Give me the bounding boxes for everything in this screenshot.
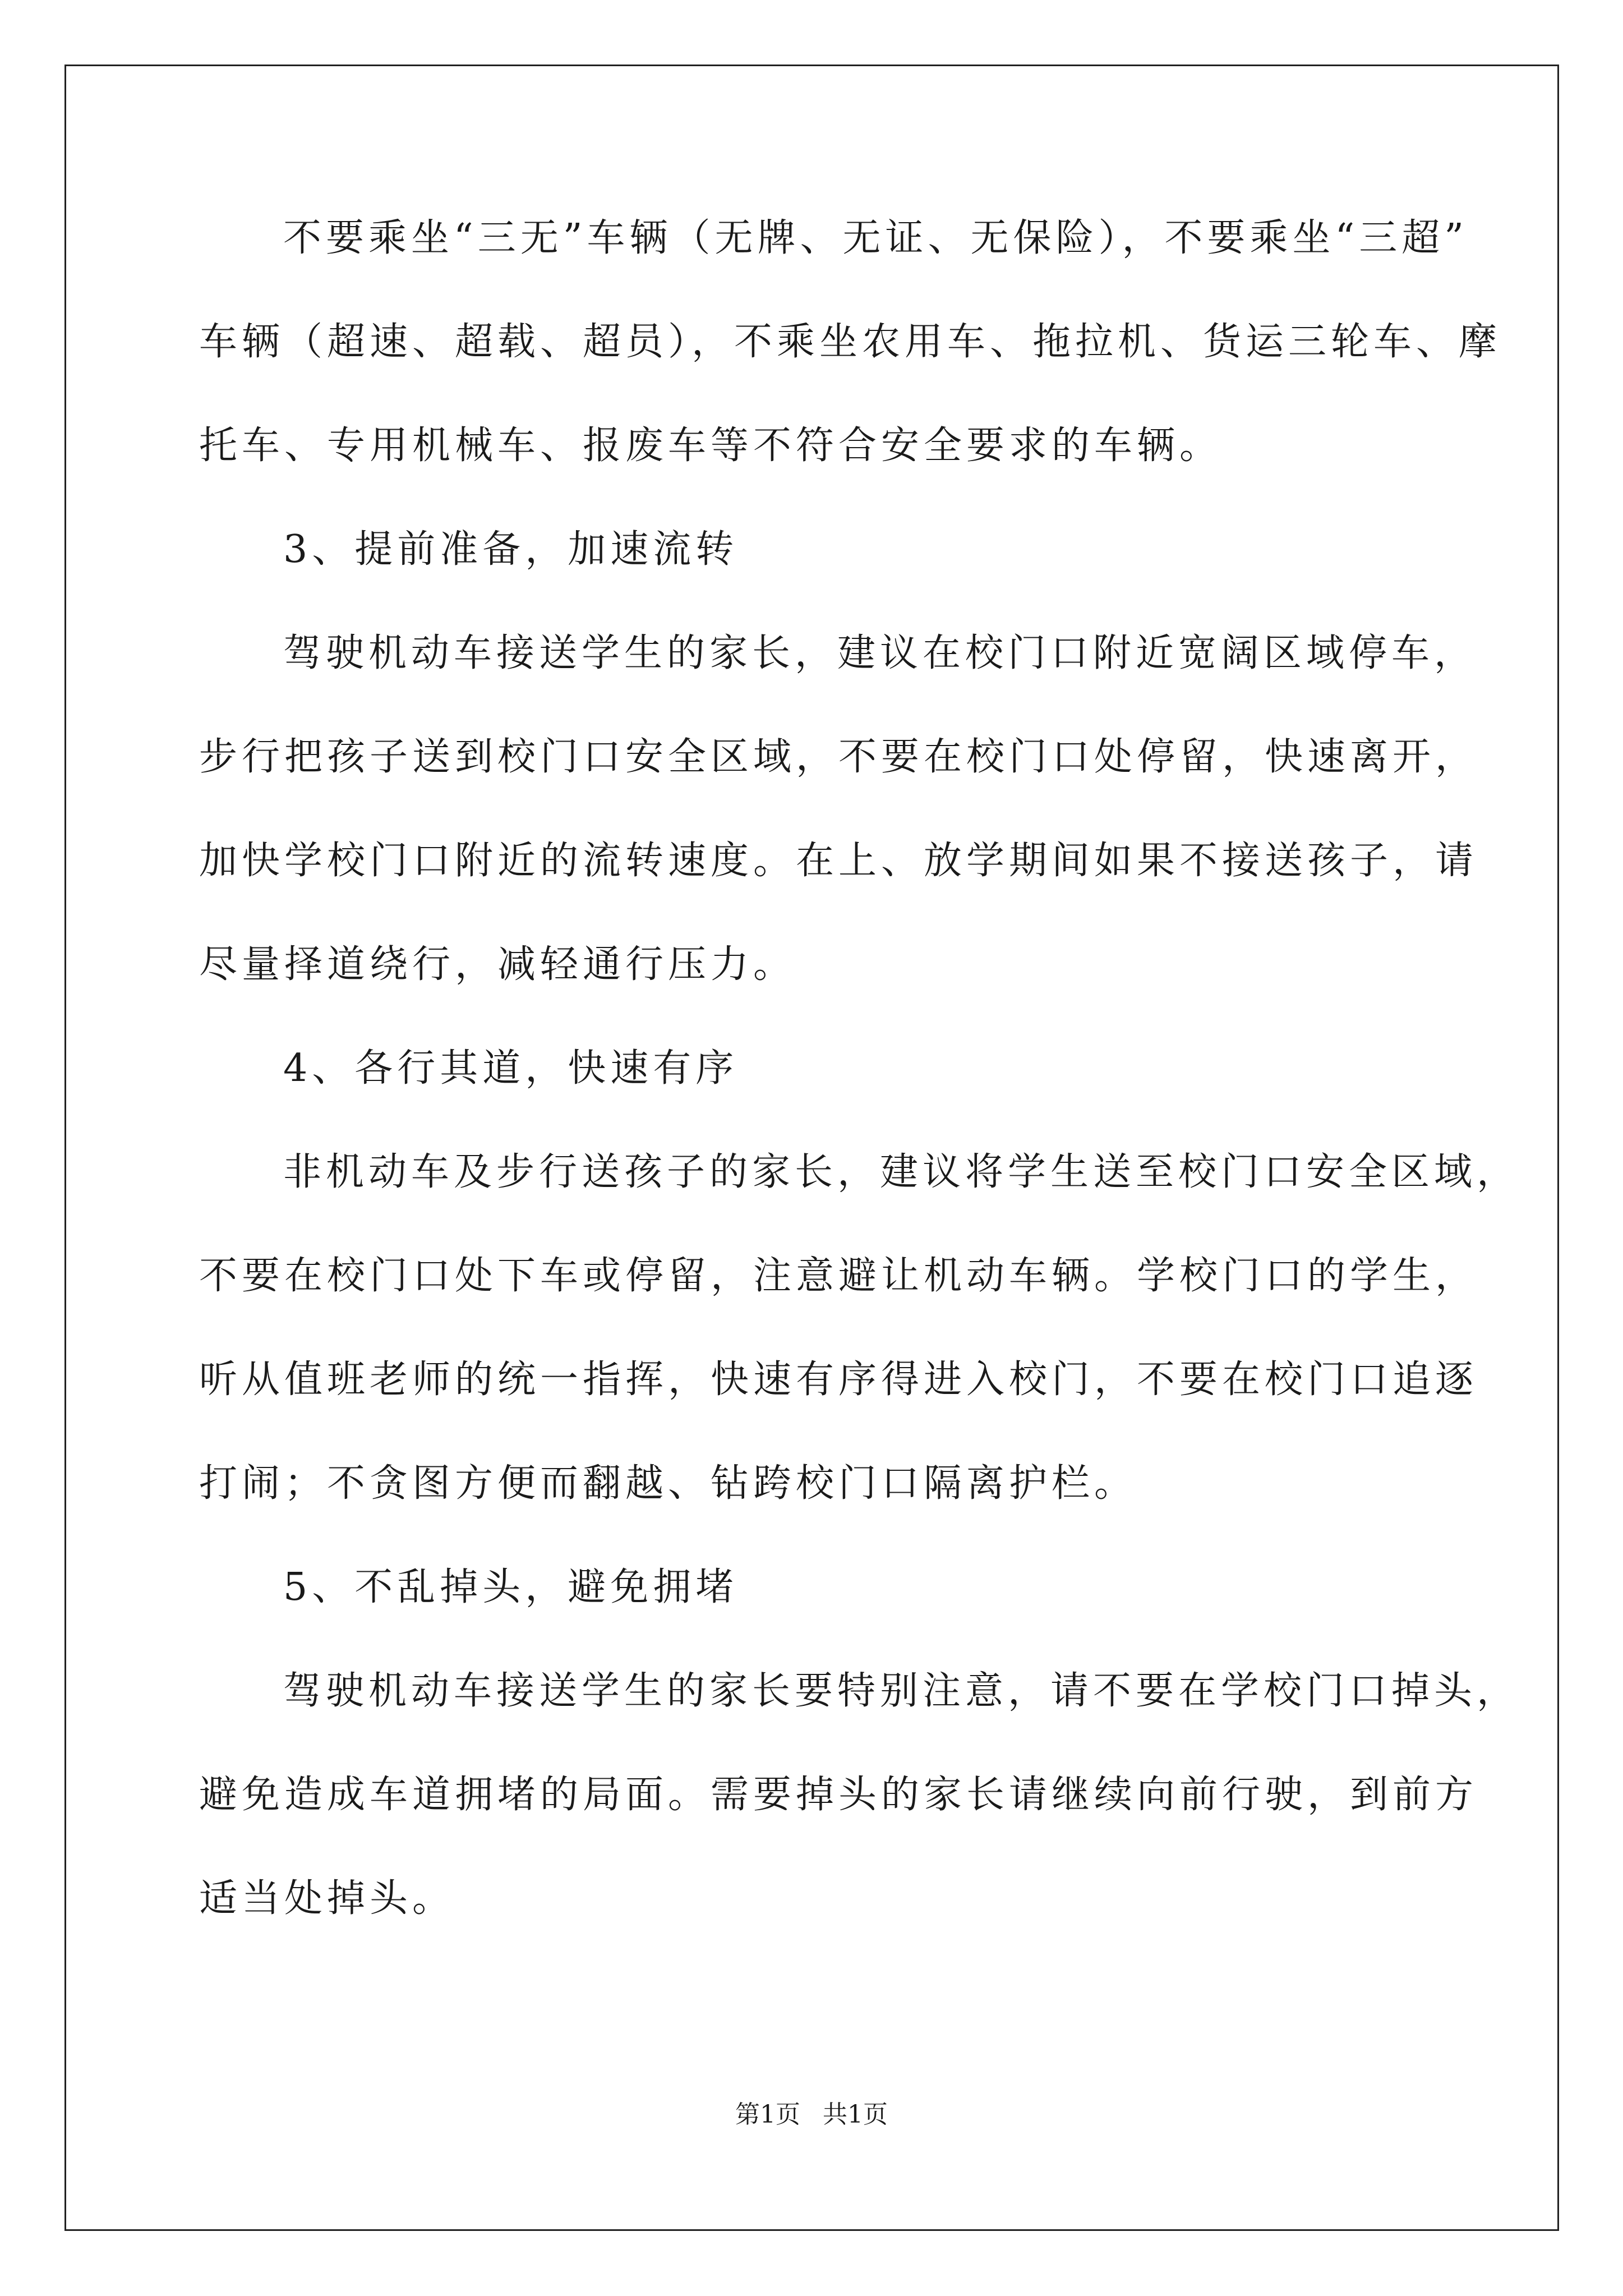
paragraph-line: 不要在校门口处下车或停留，注意避让机动车辆。学校门口的学生， [199,1254,1478,1298]
page-number: 第1页 [735,2100,800,2129]
paragraph-line: 尽量择道绕行，减轻通行压力。 [199,942,796,987]
paragraph-line: 驾驶机动车接送学生的家长要特别注意，请不要在学校门口掉头， [283,1669,1520,1713]
paragraph-line: 避免造成车道拥堵的局面。需要掉头的家长请继续向前行驶，到前方 [199,1773,1478,1817]
paragraph-line: 托车、专用机械车、报废车等不符合安全要求的车辆。 [199,424,1223,468]
paragraph-line: 车辆（超速、超载、超员），不乘坐农用车、拖拉机、货运三轮车、摩 [199,320,1502,364]
paragraph-line: 非机动车及步行送孩子的家长，建议将学生送至校门口安全区域， [283,1150,1520,1194]
paragraph-line: 步行把孩子送到校门口安全区域，不要在校门口处停留，快速离开， [199,735,1478,779]
paragraph-line: 听从值班老师的统一指挥，快速有序得进入校门，不要在校门口追逐 [199,1358,1478,1402]
paragraph-line: 不要乘坐“三无”车辆（无牌、无证、无保险），不要乘坐“三超” [283,216,1469,260]
section-heading: 5、不乱掉头，避免拥堵 [283,1565,739,1609]
paragraph-line: 驾驶机动车接送学生的家长，建议在校门口附近宽阔区域停车， [283,631,1477,675]
paragraph-line: 加快学校门口附近的流转速度。在上、放学期间如果不接送孩子，请 [199,839,1478,883]
paragraph-line: 打闹；不贪图方便而翻越、钻跨校门口隔离护栏。 [199,1461,1137,1506]
section-heading: 3、提前准备，加速流转 [283,527,739,572]
page-footer [0,2098,1623,2132]
page-total: 共1页 [823,2100,888,2129]
section-heading: 4、各行其道，快速有序 [283,1046,739,1091]
paragraph-line: 适当处掉头。 [199,1876,455,1921]
